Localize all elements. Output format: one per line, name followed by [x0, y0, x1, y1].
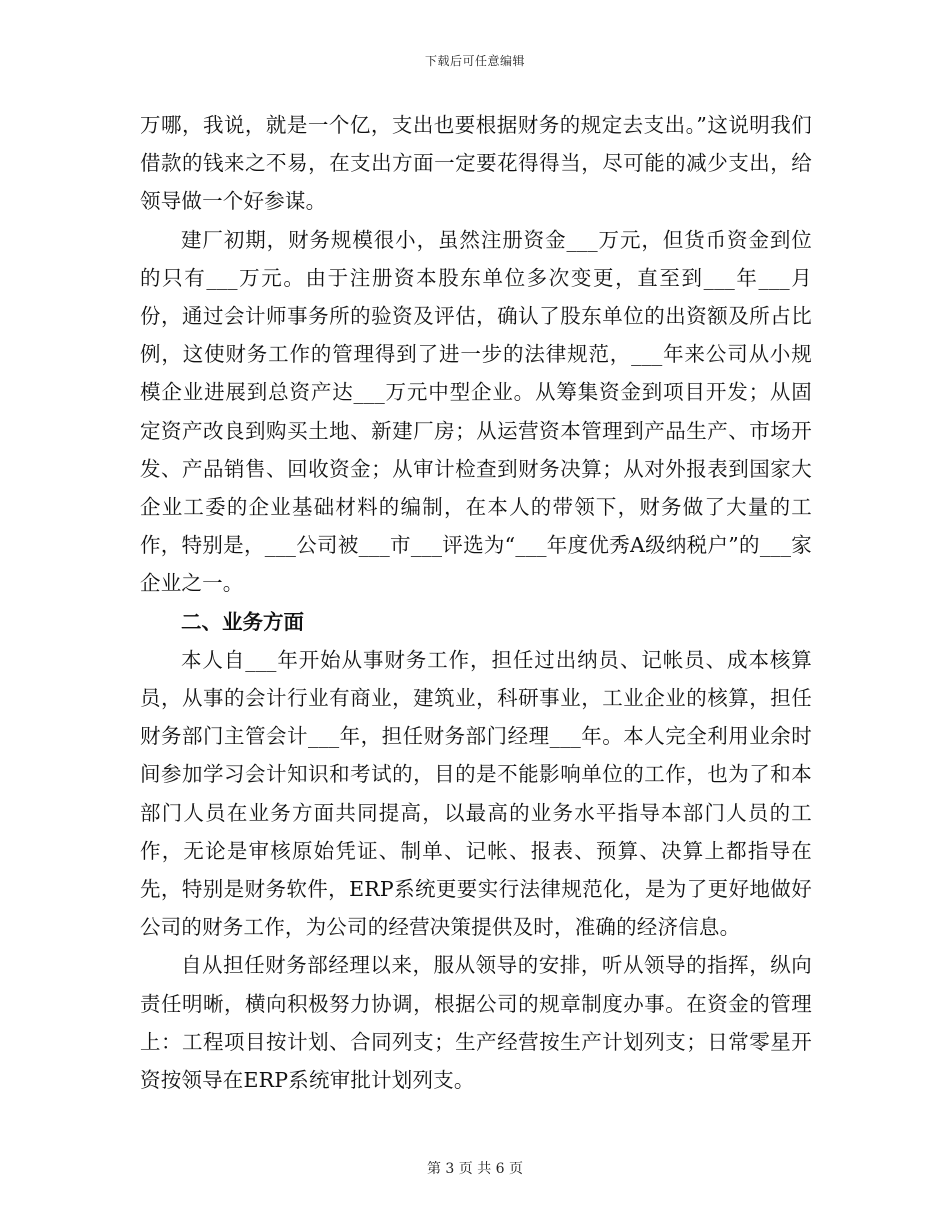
- page-footer: 第 3 页 共 6 页: [426, 1161, 524, 1177]
- section-heading: 二、业务方面: [181, 609, 304, 634]
- document-body: [140, 106, 812, 1099]
- paragraph-management: 自从担任财务部经理以来，服从领导的安排，听从领导的指挥，纵向责任明晰，横向积极努力协调，根据公司的规章制度办事。在资金的管理上：工程项目按计划、合同列支；生产经营按生产计划列支；日常零星开资按领导在ERP系统审批计划列支。: [140, 953, 812, 1093]
- paragraph-early-stage: 建厂初期，财务规模很小，虽然注册资金___万元，但货币资金到位的只有___万元。由于注册资本股东单位多次变更，直至到___年___月份，通过会计师事务所的验资及评估，确认了股东单位的出资额及所占比例，这使财务工作的管理得到了进一步的法律规范，___年来公司从小规模企业进展到总资产达___万元中型企业。从筹集资金到项目开发；从固定资产改良到购买土地、新建厂房；从运营资本管理到产品生产、市场开发、产品销售、回收资金；从审计检查到财务决算；从对外报表到国家大企业工委的企业基础材料的编制，在本人的带领下，财务做了大量的工作，特别是，___公司被___市___评选为“___年度优秀A级纳税户”的___家企业之一。: [140, 227, 812, 596]
- page-header: 下载后可任意编辑: [424, 54, 525, 68]
- paragraph-continuation: 万哪，我说，就是一个亿，支出也要根据财务的规定去支出。”这说明我们借款的钱来之不易，在支出方面一定要花得得当，尽可能的减少支出，给领导做一个好参谋。: [140, 113, 812, 214]
- paragraph-business: 本人自___年开始从事财务工作，担任过出纳员、记帐员、成本核算员，从事的会计行业有商业，建筑业，科研事业，工业企业的核算，担任财务部门主管会计___年，担任财务部门经理___年。本人完全利用业余时间参加学习会计知识和考试的，目的是不能影响单位的工作，也为了和本部门人员在业务方面共同提高，以最高的业务水平指导本部门人员的工作，无论是审核原始凭证、制单、记帐、报表、预算、决算上都指导在先，特别是财务软件，ERP系统更要实行法律规范化，是为了更好地做好公司的财务工作，为公司的经营决策提供及时，准确的经济信息。: [140, 647, 812, 940]
